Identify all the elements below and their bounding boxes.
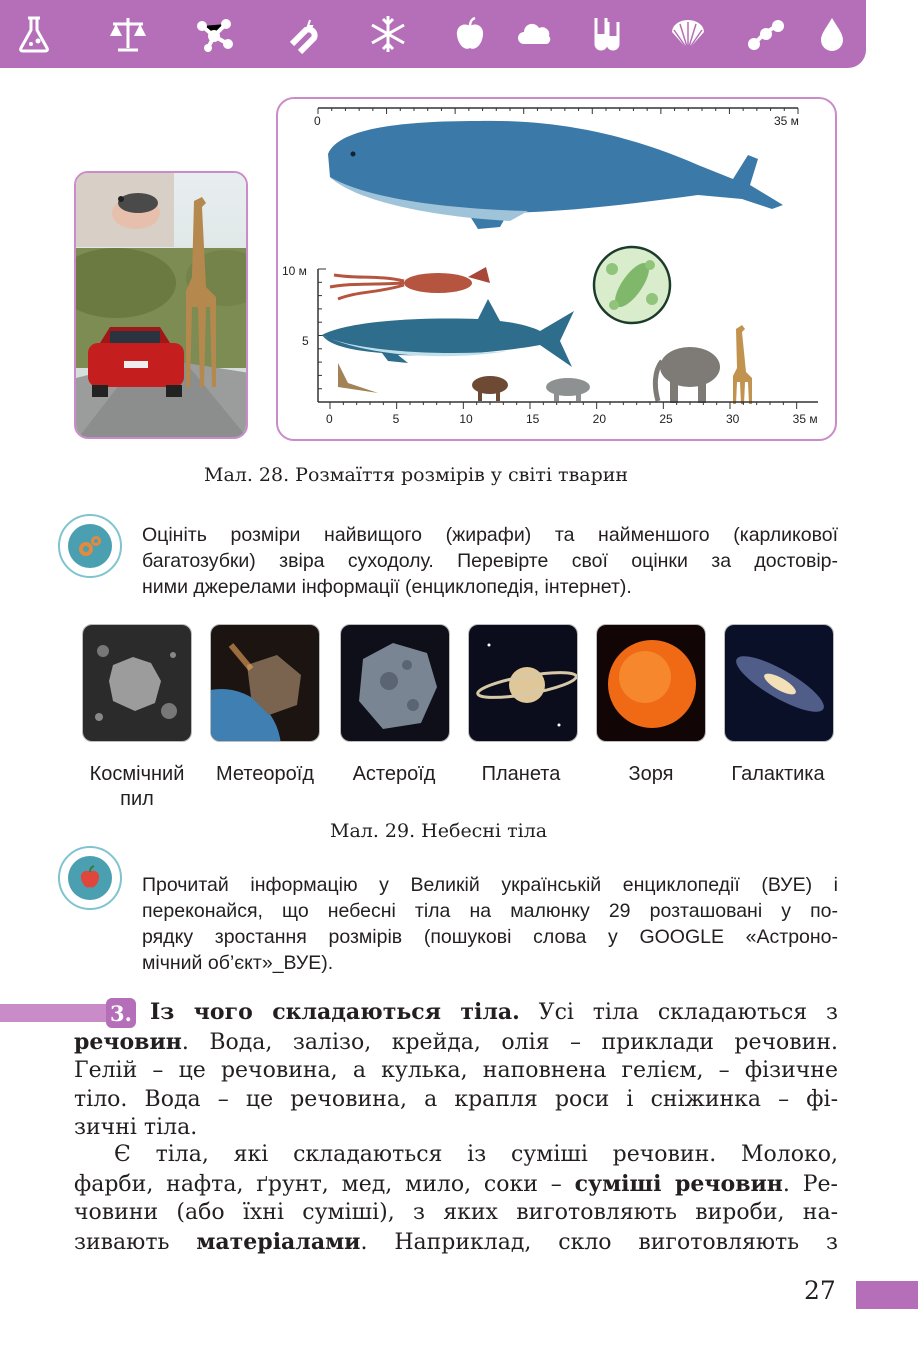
flask-icon — [10, 12, 58, 56]
apple-icon — [446, 12, 494, 56]
tip2-line: переконайся, що небесні тіла на малюнку 29 розташовані у по- — [142, 900, 838, 922]
scales-icon — [104, 12, 152, 56]
shell-icon — [664, 12, 712, 56]
tip1-text — [142, 522, 838, 600]
molecule-icon — [190, 12, 238, 56]
label-galaxy: Галактика — [731, 763, 825, 785]
rhino-image — [546, 378, 590, 401]
body-line: Є тіла, які складаються із суміші речовин. Молоко, — [114, 1142, 838, 1167]
whale-shark-image — [322, 299, 574, 367]
header-bar — [0, 0, 866, 68]
tip1-badge — [58, 514, 122, 578]
bottom-scale-label: 20 — [592, 412, 607, 426]
bottom-scale-label: 0 — [326, 412, 333, 426]
bottom-scale-label: 10 — [459, 412, 473, 426]
top-scale-end: 35 м — [774, 114, 799, 128]
tip1-line: Оцініть розміри найвищого (жирафи) та найменшого (карликової — [142, 524, 838, 546]
label-asteroid: Астероїд — [352, 763, 436, 785]
figure-29-caption: Мал. 29. Небесні тіла — [330, 820, 548, 842]
star-image — [596, 624, 706, 742]
apple-icon — [68, 856, 112, 900]
animal-size-chart — [276, 97, 837, 441]
asteroid-image — [340, 624, 450, 742]
label-star: Зоря — [628, 763, 674, 785]
term-substances: речовин — [74, 1028, 182, 1055]
text-run: фарби, нафта, ґрунт, мед, мило, соки – — [74, 1171, 562, 1197]
elephant-image — [655, 347, 720, 403]
left-scale-label-5: 5 — [302, 334, 309, 348]
tip2-text — [142, 872, 838, 976]
bottom-scale-label: 5 — [392, 412, 400, 426]
term-mixtures: суміші речовин — [574, 1170, 783, 1197]
bison-image — [472, 376, 508, 401]
planet-image — [468, 624, 578, 742]
page-number-bar — [856, 1281, 918, 1309]
text-run: зивають — [74, 1229, 170, 1255]
section-heading: Із чого складаються тіла. — [150, 999, 520, 1025]
giraffe-small-image — [733, 325, 752, 404]
term-materials: матеріалами — [196, 1228, 361, 1255]
label-line: пил — [120, 788, 154, 810]
cosmic-dust-image — [82, 624, 192, 742]
body-line: тіло. Вода – це речовина, а крапля роси і сніжинка – фі- — [74, 1086, 838, 1112]
galaxy-image — [724, 624, 834, 742]
bottom-scale-label: 25 — [659, 412, 673, 426]
body-line: човини (або їхні суміші), з яких виготовляють вироби, на- — [74, 1200, 838, 1225]
test-tubes-icon — [582, 12, 630, 56]
body-line — [74, 1170, 838, 1200]
tip1-line: ними джерелами інформації (енциклопедія, інтернет). — [142, 576, 632, 598]
label-planet: Планета — [481, 763, 561, 785]
cloud-icon — [512, 12, 560, 56]
snowflake-icon — [364, 12, 412, 56]
section-paragraph-2 — [74, 1141, 838, 1257]
top-scale-start: 0 — [314, 114, 321, 128]
label-line: Космічний — [89, 763, 185, 785]
atom-chain-icon — [742, 12, 790, 56]
meteoroid-image — [210, 624, 320, 742]
bottom-scale-label: 15 — [526, 412, 540, 426]
tip2-badge — [58, 846, 122, 910]
bottom-scale-label: 30 — [726, 412, 740, 426]
figure-28-caption: Мал. 28. Розмаїття розмірів у світі тварин — [204, 464, 629, 486]
label-cosmic-dust — [80, 762, 194, 812]
text-run: . Вода, залізо, крейда, олія – приклади речовин. — [181, 1029, 838, 1055]
body-line — [74, 1028, 838, 1058]
tip2-line: рядку зростання розмірів (пошукові слова у GOOGLE «Астроно- — [142, 926, 838, 948]
label-meteoroid: Метеороїд — [216, 763, 314, 785]
text-run: Усі тіла складаються з — [538, 1000, 838, 1025]
tip1-line: багатозубки) звіра суходолу. Перевірте свої оцінки за достовір- — [142, 550, 838, 572]
section-paragraph-1 — [74, 998, 838, 1143]
magnet-icon — [280, 12, 328, 56]
tip2-line: мічний об’єкт»_ВУЕ). — [142, 952, 334, 974]
section-number: 3. — [106, 998, 136, 1028]
body-line: зичні тіла. — [74, 1115, 198, 1140]
blue-whale-image — [328, 121, 783, 229]
text-run: . Наприклад, скло виготовляють з — [360, 1229, 838, 1255]
tip2-line: Прочитай інформацію у Великій українській енциклопедії (ВУЕ) і — [142, 874, 838, 896]
text-run: . Ре- — [782, 1171, 838, 1197]
body-line — [74, 1228, 838, 1258]
giraffe-car-photo — [74, 171, 248, 439]
left-scale-label-10: 10 м — [282, 264, 307, 278]
body-line — [74, 998, 838, 1028]
page-number: 27 — [804, 1276, 836, 1305]
body-line: Гелій – це речовина, а кулька, наповнена гелієм, – фізичне — [74, 1058, 838, 1083]
microscopic-cell-image — [594, 247, 670, 323]
crocodile-image — [338, 363, 378, 393]
bottom-scale-label: 35 м — [792, 412, 818, 426]
squid-image — [330, 267, 490, 299]
gears-icon — [68, 524, 112, 568]
drop-icon — [808, 12, 856, 56]
